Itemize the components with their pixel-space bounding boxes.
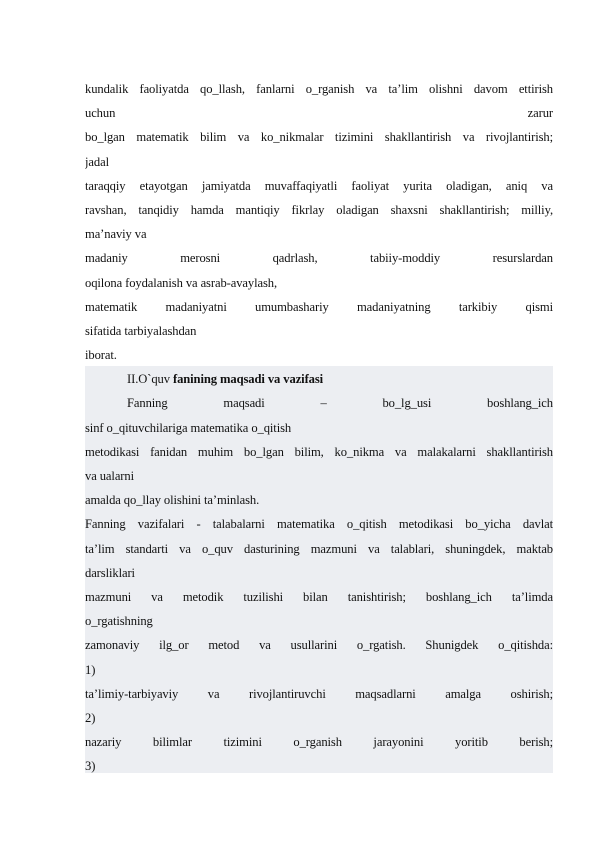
text-line: 1) [85, 662, 96, 677]
text-line: 3) [85, 759, 96, 774]
text-line: amalda qo_llay olishini ta’minlash. [85, 493, 260, 508]
text-line: jadal [85, 154, 109, 169]
text-line: Fanning vazifalari - talabalarni matematika o_qitish metodikasi bo_yicha davlat [85, 517, 553, 532]
text-line: mazmuni va metodik tuzilishi bilan tanishtirish; boshlang_ich ta’limda [85, 589, 553, 604]
document-body [85, 77, 553, 778]
text-line: ta’limiy-tarbiyaviy va rivojlantiruvchi maqsadlarni amalga oshirish; [85, 686, 553, 701]
intro-paragraph [85, 77, 553, 367]
text-line: ta’lim standarti va o_quv dasturining mazmuni va talablari, shuningdek, maktab [85, 541, 553, 556]
section-heading-prefix: II.O`quv [127, 372, 173, 387]
text-line: ravshan, tanqidiy hamda mantiqiy fikrlay oladigan shaxsni shakllantirish; milliy, [85, 202, 553, 217]
text-line: bo_lgan matematik bilim va ko_nikmalar tizimini shakllantirish va rivojlantirish; [85, 130, 553, 145]
text-line: 2) [85, 710, 96, 725]
text-line: Fanning maqsadi – bo_lg_usi boshlang_ich [127, 396, 553, 411]
text-line: darsliklari [85, 565, 135, 580]
text-line: kundalik faoliyatda qo_llash, fanlarni o_rganish va ta’lim olishni davom ettirish [85, 82, 553, 96]
text-line: taraqqiy etayotgan jamiyatda muvaffaqiyatli faoliyat yurita oladigan, aniq va [85, 178, 553, 193]
text-line: uchun zarur [85, 106, 553, 121]
text-line: ma’naviy va [85, 227, 147, 242]
section-heading-title: fanining maqsadi va vazifasi [172, 372, 324, 387]
text-line: va ualarni [85, 469, 134, 483]
text-line: iborat. [85, 348, 117, 363]
text-line: matematik madaniyatni umumbashariy madaniyatning tarkibiy qismi [85, 299, 553, 314]
text-line: madaniy merosni qadrlash, tabiiy-moddiy resurslardan [85, 251, 553, 266]
text-line: oqilona foydalanish va asrab-avaylash, [85, 275, 278, 290]
text-line: nazariy bilimlar tizimini o_rganish jarayonini yoritib berish; [85, 735, 553, 750]
text-line: o_rgatishning [85, 614, 153, 629]
section-body [85, 391, 553, 778]
text-line: zamonaviy ilg_or metod va usullarini o_rgatish. Shunigdek o_qitishda: [85, 638, 553, 653]
text-line: sinf o_qituvchilariga matematika o_qitish [85, 420, 292, 435]
text-line: sifatida tarbiyalashdan [85, 323, 197, 338]
text-line: metodikasi fanidan muhim bo_lgan bilim, ko_nikma va malakalarni shakllantirish [85, 444, 553, 459]
section-heading [85, 367, 553, 391]
